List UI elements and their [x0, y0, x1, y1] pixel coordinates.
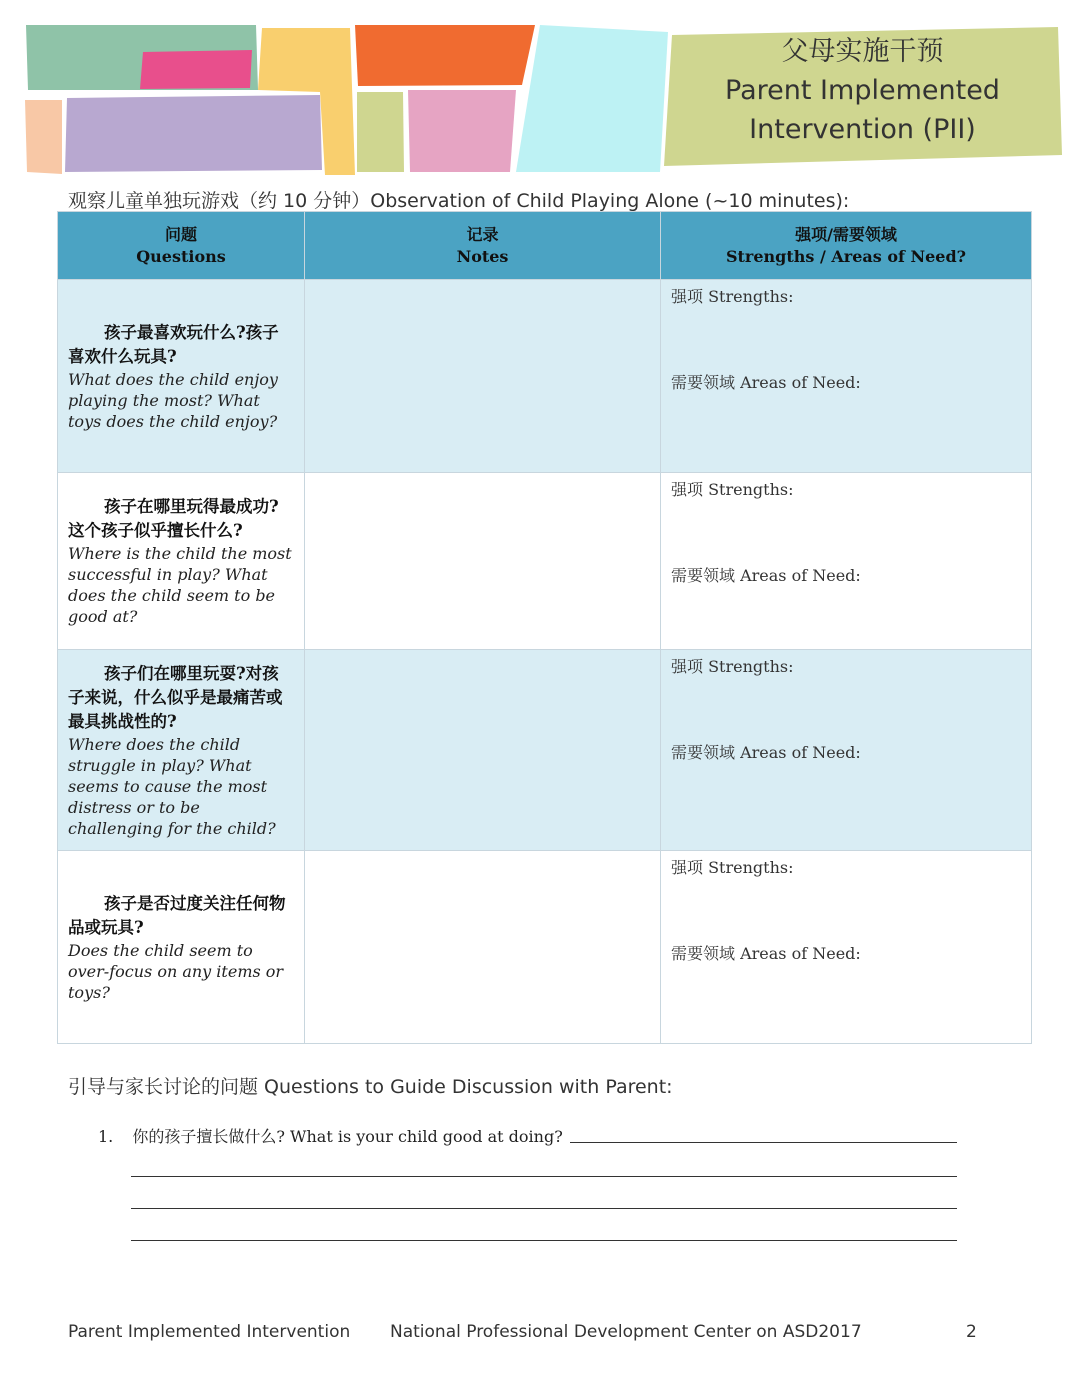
- question-cell: [58, 650, 305, 851]
- header-notes-zh: 记录: [466, 224, 499, 244]
- strengths-cell[interactable]: [661, 851, 1032, 1044]
- answer-line-4[interactable]: [131, 1240, 957, 1241]
- question-text: 你的孩子擅长做什么? What is your child good at doing?: [132, 1127, 563, 1146]
- header-banner: [0, 0, 1080, 185]
- footer-left: Parent Implemented Intervention: [68, 1322, 351, 1342]
- table-row: [58, 650, 1032, 851]
- question-zh: 孩子在哪里玩得最成功?这个孩子似乎擅长什么?: [68, 497, 279, 540]
- table-row: [58, 473, 1032, 650]
- notes-cell[interactable]: [305, 280, 661, 473]
- areas-of-need-label: 需要领域 Areas of Need:: [671, 566, 861, 585]
- areas-of-need-label: 需要领域 Areas of Need:: [671, 944, 861, 963]
- notes-cell[interactable]: [305, 473, 661, 650]
- strengths-label: 强项 Strengths:: [671, 858, 794, 877]
- title-english-line2: Intervention (PII): [749, 114, 976, 145]
- areas-of-need-label: 需要领域 Areas of Need:: [671, 373, 861, 392]
- footer-center: National Professional Development Center on ASD2017: [390, 1322, 862, 1342]
- strengths-label: 强项 Strengths:: [671, 657, 794, 676]
- question-zh: 孩子是否过度关注任何物品或玩具?: [68, 893, 286, 937]
- question-number: 1.: [98, 1127, 114, 1146]
- table-row: [58, 851, 1032, 1044]
- question-zh: 孩子最喜欢玩什么?孩子喜欢什么玩具?: [68, 322, 279, 366]
- answer-line-3[interactable]: [131, 1208, 957, 1209]
- question-en: Where is the child the most successful in play? What does the child seem to be good at?: [68, 544, 292, 626]
- table-header-row: [58, 212, 1032, 280]
- discussion-section-title: 引导与家长讨论的问题 Questions to Guide Discussion with Parent:: [68, 1076, 673, 1098]
- strengths-cell[interactable]: [661, 650, 1032, 851]
- observation-section-title: 观察儿童单独玩游戏（约 10 分钟）Observation of Child Playing Alone (~10 minutes):: [68, 190, 850, 212]
- document-title: [680, 32, 1045, 149]
- question-cell: [58, 280, 305, 473]
- header-strengths: [661, 212, 1032, 280]
- observation-table: [57, 211, 1032, 1044]
- header-strengths-en: Strengths / Areas of Need?: [725, 246, 967, 266]
- question-en: What does the child enjoy playing the most? What toys does the child enjoy?: [68, 369, 278, 431]
- question-en: Where does the child struggle in play? What seems to cause the most distress or to be challenging for the child?: [68, 734, 276, 838]
- strengths-label: 强项 Strengths:: [671, 480, 794, 499]
- notes-cell[interactable]: [305, 650, 661, 851]
- discussion-question-1: [98, 1124, 563, 1147]
- strengths-cell[interactable]: [661, 280, 1032, 473]
- strengths-label: 强项 Strengths:: [671, 287, 794, 306]
- header-questions-zh: 问题: [164, 224, 197, 244]
- table-row: [58, 280, 1032, 473]
- header-notes-en: Notes: [456, 246, 509, 266]
- question-zh: 孩子们在哪里玩耍?对孩子来说，什么似乎是最痛苦或最具挑战性的?: [68, 663, 283, 731]
- question-en: Does the child seem to over-focus on any items or toys?: [68, 940, 284, 1002]
- answer-line-2[interactable]: [131, 1176, 957, 1177]
- areas-of-need-label: 需要领域 Areas of Need:: [671, 743, 861, 762]
- page-number: 2: [966, 1322, 977, 1342]
- header-questions-en: Questions: [136, 246, 226, 266]
- header-questions: [58, 212, 305, 280]
- question-cell: [58, 851, 305, 1044]
- title-chinese: 父母实施干预: [781, 36, 944, 67]
- header-strengths-zh: 强项/需要领域: [795, 224, 897, 244]
- question-cell: [58, 473, 305, 650]
- strengths-cell[interactable]: [661, 473, 1032, 650]
- notes-cell[interactable]: [305, 851, 661, 1044]
- header-notes: [305, 212, 661, 280]
- title-english-line1: Parent Implemented: [725, 75, 1000, 106]
- answer-line-1[interactable]: [570, 1142, 957, 1143]
